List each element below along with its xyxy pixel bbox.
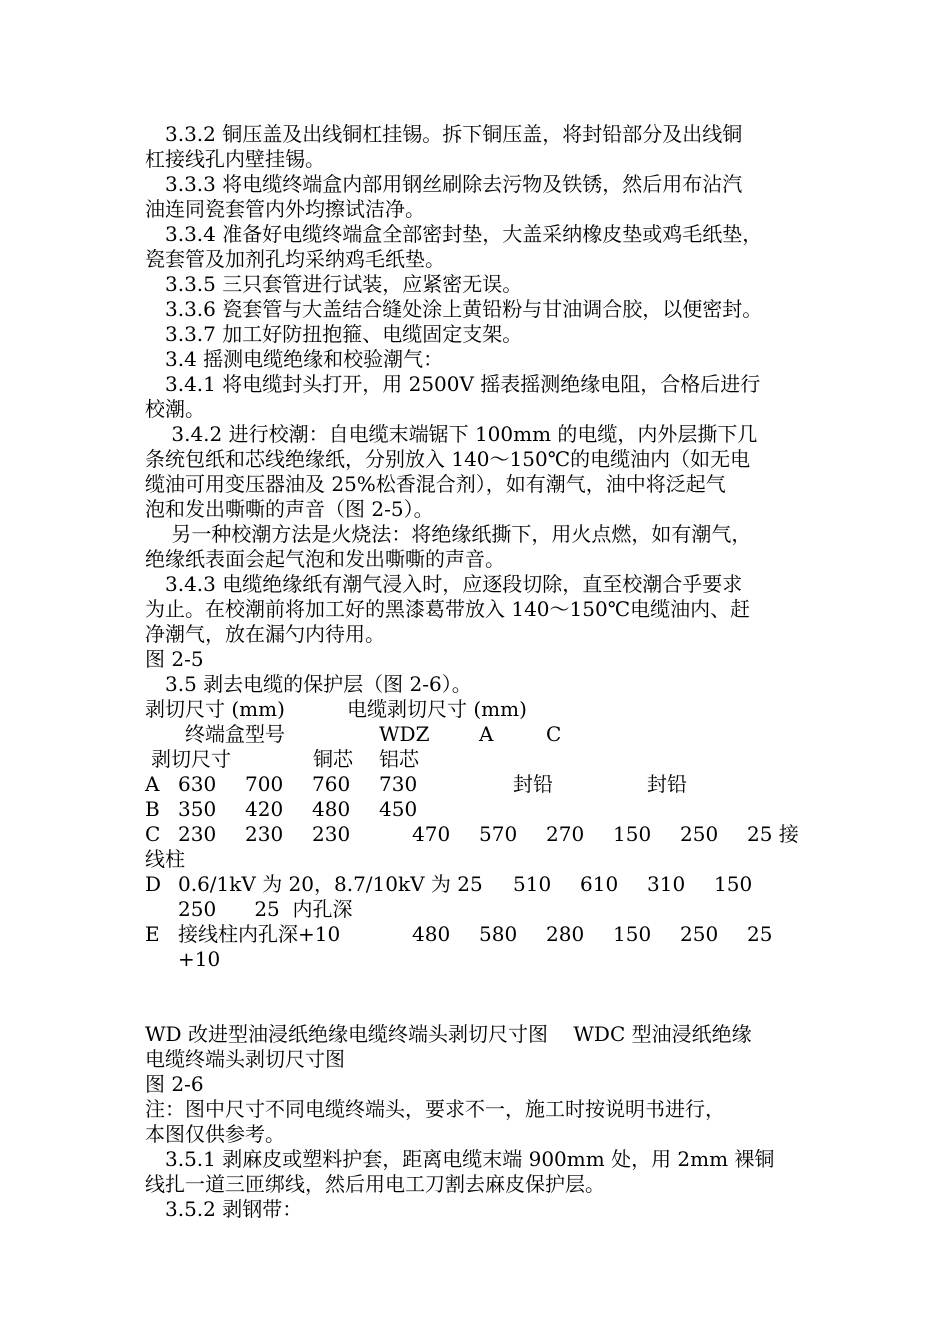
paragraph-3-4-3-cont2: 净潮气，放在漏勺内待用。: [145, 622, 385, 646]
cell: 25: [747, 922, 773, 946]
cell: 封铅: [513, 772, 553, 796]
paragraph-3-3-4: 3.3.4 准备好电缆终端盒全部密封垫，大盖采纳橡皮垫或鸡毛纸垫，: [145, 222, 763, 246]
heading-3-4: 3.4 摇测电缆绝缘和校验潮气：: [145, 347, 444, 371]
cell: 线柱: [145, 847, 185, 871]
cell: 450: [379, 797, 418, 821]
table-row-e-wrap: [145, 947, 835, 972]
blank-line: [145, 972, 835, 997]
note: 注：图中尺寸不同电缆终端头，要求不一，施工时按说明书进行，: [145, 1097, 725, 1121]
header-wdz: WDZ: [379, 722, 430, 746]
paragraph-3-3-3-cont: 油连同瓷套管内外均擦试洁净。: [145, 197, 425, 221]
cell: 760: [312, 772, 351, 796]
cell: 470: [412, 822, 451, 846]
paragraph-3-4-2-cont2: 缆油可用变压器油及 25%松香混合剂），如有潮气，油中将泛起气: [145, 472, 726, 496]
figure-caption-cont: 电缆终端头剥切尺寸图: [145, 1047, 345, 1071]
paragraph-3-3-2: 3.3.2 铜压盖及出线铜杠挂锡。拆下铜压盖，将封铅部分及出线铜: [145, 122, 743, 146]
cell: B: [145, 797, 160, 821]
cell: 250: [680, 922, 719, 946]
paragraph-3-5-1-cont: 线扎一道三匝绑线，然后用电工刀割去麻皮保护层。: [145, 1172, 605, 1196]
figure-caption: WD 改进型油浸纸绝缘电缆终端头剥切尺寸图 WDC 型油浸纸绝缘: [145, 1022, 752, 1046]
table-row-b: [145, 797, 835, 822]
table-header-2: [145, 722, 835, 747]
cell: 420: [245, 797, 284, 821]
paragraph-3-3-4-cont: 瓷套管及加剂孔均采纳鸡毛纸垫。: [145, 247, 445, 271]
paragraph-fire-method-cont: 绝缘纸表面会起气泡和发出嘶嘶的声音。: [145, 547, 505, 571]
cell: 480: [412, 922, 451, 946]
cell: 250: [680, 822, 719, 846]
cell: 610: [580, 872, 619, 896]
table-row-a: [145, 772, 835, 797]
cell: E: [145, 922, 160, 946]
cell: 25 接: [747, 822, 799, 846]
paragraph-3-3-2-cont: 杠接线孔内壁挂锡。: [145, 147, 325, 171]
header-box-model: 终端盒型号: [185, 722, 285, 746]
header-aluminum: 铝芯: [379, 747, 419, 771]
table-header-1: [145, 697, 835, 722]
table-row-c-wrap: [145, 847, 835, 872]
document-body: [145, 122, 835, 1222]
paragraph-3-3-6: 3.3.6 瓷套管与大盖结合缝处涂上黄铅粉与甘油调合胶，以便密封。: [145, 297, 763, 321]
paragraph-3-3-5: 3.3.5 三只套管进行试装，应紧密无误。: [145, 272, 523, 296]
paragraph-3-4-2-cont1: 条统包纸和芯线绝缘纸，分别放入 140～150℃的电缆油内（如无电: [145, 447, 751, 471]
cell: 480: [312, 797, 351, 821]
paragraph-3-3-7: 3.3.7 加工好防扭抱箍、电缆固定支架。: [145, 322, 523, 346]
cell: C: [145, 822, 161, 846]
header-cut-size-2: 剥切尺寸: [151, 747, 231, 771]
header-copper: 铜芯: [313, 747, 353, 771]
paragraph-3-4-2: 3.4.2 进行校潮：自电缆末端锯下 100mm 的电缆，内外层撕下几: [145, 422, 758, 446]
cell: +10: [178, 947, 221, 971]
cell: 230: [312, 822, 351, 846]
cell: 280: [546, 922, 585, 946]
cell: 700: [245, 772, 284, 796]
cell: 350: [178, 797, 217, 821]
cell: 730: [379, 772, 418, 796]
cell: 630: [178, 772, 217, 796]
paragraph-3-4-1: 3.4.1 将电缆封头打开，用 2500V 摇表摇测绝缘电阻，合格后进行: [145, 372, 761, 396]
figure-label-2-6: 图 2-6: [145, 1072, 204, 1096]
cell: 150: [613, 922, 652, 946]
paragraph-3-4-2-cont3: 泡和发出嘶嘶的声音（图 2-5）。: [145, 497, 434, 521]
table-row-d: [145, 872, 835, 897]
header-a: A: [479, 722, 494, 746]
cell: 230: [178, 822, 217, 846]
cell: D: [145, 872, 162, 896]
paragraph-3-4-3: 3.4.3 电缆绝缘纸有潮气浸入时，应逐段切除，直至校潮合乎要求: [145, 572, 743, 596]
table-row-d-wrap: [145, 897, 835, 922]
cell: 270: [546, 822, 585, 846]
cell: 封铅: [647, 772, 687, 796]
header-cut-size: 剥切尺寸 (mm): [145, 697, 285, 721]
paragraph-3-5-1: 3.5.1 剥麻皮或塑料护套，距离电缆末端 900mm 处，用 2mm 裸铜: [145, 1147, 775, 1171]
table-header-3: [145, 747, 835, 772]
heading-3-5: 3.5 剥去电缆的保护层（图 2-6）。: [145, 672, 472, 696]
header-cable-cut-size: 电缆剥切尺寸 (mm): [347, 697, 527, 721]
note-cont: 本图仅供参考。: [145, 1122, 285, 1146]
cell: 150: [714, 872, 753, 896]
figure-label-2-5: 图 2-5: [145, 647, 204, 671]
paragraph-3-3-3: 3.3.3 将电缆终端盒内部用钢丝刷除去污物及铁锈，然后用布沾汽: [145, 172, 743, 196]
cell: 510: [513, 872, 552, 896]
paragraph-3-4-3-cont1: 为止。在校潮前将加工好的黑漆葛带放入 140～150℃电缆油内、赶: [145, 597, 751, 621]
blank-line: [145, 997, 835, 1022]
cell: 250 25 内孔深: [178, 897, 353, 921]
cell: 570: [479, 822, 518, 846]
cell: 接线柱内孔深+10: [178, 922, 341, 946]
paragraph-fire-method: 另一种校潮方法是火烧法：将绝缘纸撕下，用火点燃，如有潮气，: [145, 522, 752, 546]
cell: 580: [479, 922, 518, 946]
cell: 230: [245, 822, 284, 846]
cell: 310: [647, 872, 686, 896]
cell: A: [145, 772, 160, 796]
header-c: C: [546, 722, 562, 746]
table-row-e: [145, 922, 835, 947]
table-row-c: [145, 822, 835, 847]
cell: 0.6/1kV 为 20，8.7/10kV 为 25: [178, 872, 483, 896]
paragraph-3-4-1-cont: 校潮。: [145, 397, 205, 421]
paragraph-3-5-2: 3.5.2 剥钢带：: [145, 1197, 303, 1221]
cell: 150: [613, 822, 652, 846]
